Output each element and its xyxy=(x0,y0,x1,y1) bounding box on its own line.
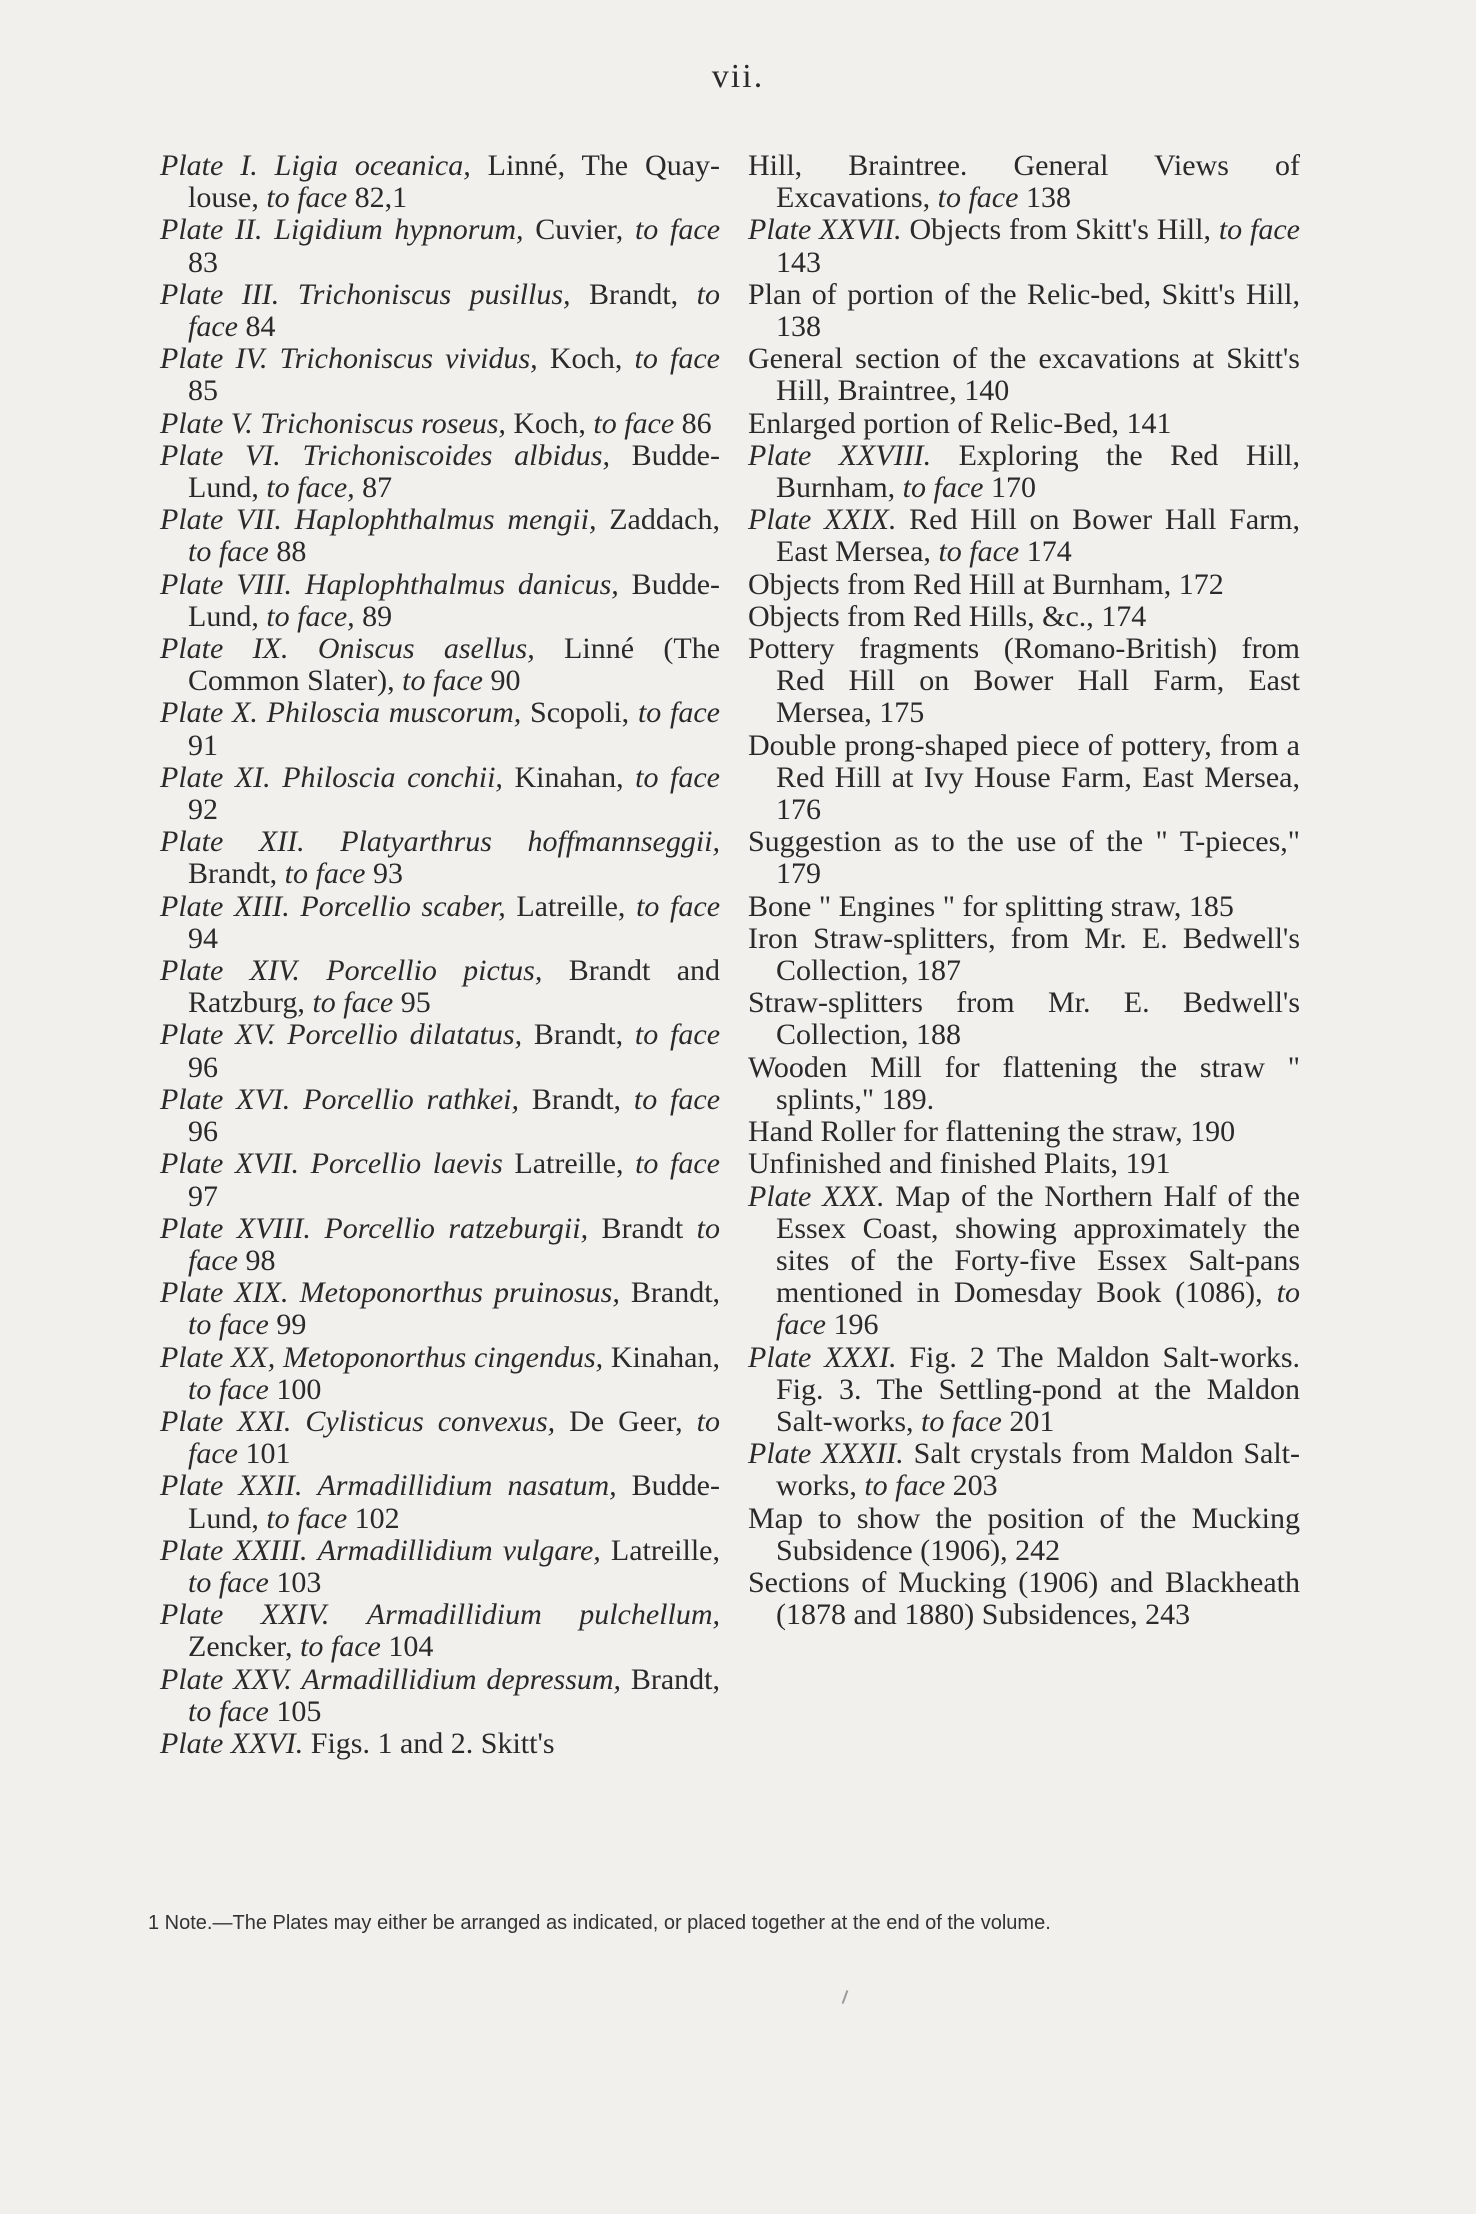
entry-text: Latreille, xyxy=(505,889,637,923)
entry-text xyxy=(329,1598,366,1631)
index-entry xyxy=(748,1116,1300,1148)
italic-text: Plate III. xyxy=(160,277,280,311)
italic-text: to face xyxy=(634,342,720,376)
entry-text: 94 xyxy=(188,921,218,955)
entry-text: General section of the excavations at Skitt's Hill, Braintree, 140 xyxy=(748,342,1300,408)
italic-text: Plate XXXI. xyxy=(748,1340,897,1374)
italic-text: Trichoniscoides albidus, xyxy=(302,438,610,472)
entry-text: Zaddach, xyxy=(596,503,720,537)
entry-text: Salt crystals from Maldon Salt-works, xyxy=(776,1437,1300,1503)
index-entry xyxy=(748,1052,1300,1116)
italic-text: to face xyxy=(284,857,366,891)
italic-text: Plate II. xyxy=(160,213,263,247)
entry-text: 103 xyxy=(268,1565,322,1599)
italic-text: Oniscus asellus, xyxy=(317,632,535,666)
italic-text: to face xyxy=(300,1630,381,1664)
italic-text: Plate XXIII. xyxy=(160,1533,308,1567)
entry-text: Linné (The Common Slater), xyxy=(188,632,721,698)
entry-text: 95 xyxy=(393,986,431,1020)
italic-text: Philoscia muscorum, xyxy=(266,696,522,730)
italic-text: to face xyxy=(402,664,483,698)
italic-text: Haplophthalmus mengii, xyxy=(294,503,597,537)
entry-text: 90 xyxy=(482,664,521,698)
italic-text: Plate XXIX. xyxy=(748,503,897,537)
italic-text: to face xyxy=(864,1469,946,1503)
entry-text: Straw-splitters from Mr. E. Bedwell's Collection, 188 xyxy=(748,986,1300,1052)
entry-text: 96 xyxy=(188,1115,218,1149)
entry-text: Brandt, xyxy=(188,857,285,891)
italic-text: Plate XXV. xyxy=(160,1662,292,1696)
italic-text: Plate I. xyxy=(160,149,258,182)
index-entry xyxy=(160,343,720,407)
italic-text: to face xyxy=(593,406,675,440)
entry-text: Brandt and Ratzburg, xyxy=(188,954,721,1020)
italic-text: Plate XVIII. xyxy=(160,1211,311,1245)
italic-text: to face xyxy=(921,1404,1002,1438)
entry-text xyxy=(299,1147,311,1180)
italic-text: Metoponorthus pruinosus, xyxy=(299,1276,620,1310)
index-entry xyxy=(160,1213,720,1277)
entry-text: 203 xyxy=(945,1469,998,1503)
entry-text: Hill, Braintree. General Views of Excavations, xyxy=(748,149,1300,215)
entry-text: 105 xyxy=(268,1694,322,1728)
italic-text: to face xyxy=(312,986,394,1020)
entry-text: 101 xyxy=(237,1437,291,1471)
italic-text: to face xyxy=(636,889,721,923)
italic-text: to face xyxy=(266,181,348,215)
index-entry xyxy=(748,1438,1300,1502)
entry-text xyxy=(267,342,279,375)
italic-text: Ligia oceanica, xyxy=(274,149,471,182)
italic-text: to face xyxy=(188,1308,269,1342)
index-entry xyxy=(748,987,1300,1051)
index-entry xyxy=(748,408,1300,440)
italic-text: Platyarthrus hoffmannseggii, xyxy=(340,825,720,859)
italic-text: to face xyxy=(266,1501,348,1535)
italic-text: Plate XXVII. xyxy=(748,213,902,247)
index-entry xyxy=(160,955,720,1019)
entry-text: Budde-Lund, xyxy=(188,567,720,633)
entry-text xyxy=(263,213,275,246)
index-entry xyxy=(160,633,720,697)
italic-text: to face xyxy=(635,760,720,794)
page-number: vii. xyxy=(711,58,765,95)
entry-text: Zencker, xyxy=(188,1630,301,1664)
italic-text: Plate VIII. xyxy=(160,567,293,601)
entry-text xyxy=(288,632,317,665)
italic-text: Plate XI. xyxy=(160,760,271,794)
entry-text: Budde-Lund, xyxy=(188,438,720,505)
italic-text: Trichoniscus pusillus, xyxy=(297,277,571,311)
scan-speck xyxy=(842,1990,849,2004)
index-entry xyxy=(160,1728,720,1760)
entry-text: 96 xyxy=(188,1050,218,1084)
entry-text: Koch, xyxy=(537,342,635,376)
italic-text: Plate IX. xyxy=(160,632,289,666)
italic-text: to face xyxy=(188,1372,269,1406)
italic-text: to face xyxy=(635,1147,720,1181)
entry-text: Budde-Lund, xyxy=(188,1469,720,1535)
index-entry xyxy=(160,440,720,504)
index-entry xyxy=(748,1148,1300,1180)
italic-text: Ligidium hypnorum, xyxy=(274,213,524,247)
entry-text: Brandt, xyxy=(519,1082,634,1116)
index-entry xyxy=(160,408,720,440)
entry-text: 91 xyxy=(188,728,218,762)
entry-text: Hand Roller for flattening the straw, 190 xyxy=(748,1115,1236,1149)
italic-text: to face xyxy=(188,1211,721,1277)
entry-text: 170 xyxy=(983,471,1036,505)
entry-text: 98 xyxy=(237,1243,276,1277)
entry-text: Bone " Engines " for splitting straw, 185 xyxy=(748,889,1234,923)
entry-text: 86 xyxy=(674,406,712,440)
italic-text: Metoponorthus cingendus, xyxy=(282,1340,604,1374)
index-entry xyxy=(748,279,1300,343)
entry-text: Wooden Mill for flattening the straw " splints," 189. xyxy=(748,1050,1300,1116)
index-entry xyxy=(160,569,720,633)
italic-text: Porcellio dilatatus, xyxy=(287,1018,523,1052)
entry-text xyxy=(302,1469,317,1502)
entry-text: 83 xyxy=(188,245,218,279)
entry-text xyxy=(291,1405,305,1438)
entry-text xyxy=(281,439,303,472)
entry-text xyxy=(258,696,267,729)
index-entry xyxy=(748,1181,1300,1342)
entry-text: Sections of Mucking (1906) and Blackheath (1878 and 1880) Subsidences, 243 xyxy=(748,1565,1300,1632)
italic-text: Plate XXIV. xyxy=(160,1598,330,1632)
italic-text: Plate XIX. xyxy=(160,1276,289,1310)
entry-text: Figs. 1 and 2. Skitt's xyxy=(303,1726,555,1760)
entry-text: Double prong-shaped piece of pottery, from a Red Hill at Ivy House Farm, East Mersea, 176 xyxy=(748,728,1300,827)
italic-text: Plate XVI. xyxy=(160,1082,291,1116)
entry-text xyxy=(279,278,298,311)
italic-text: Plate X. xyxy=(160,696,258,730)
index-entry xyxy=(160,1406,720,1470)
italic-text: Porcellio pictus, xyxy=(326,954,543,988)
italic-text: Plate XX, xyxy=(160,1340,276,1374)
italic-text: to face xyxy=(938,535,1020,569)
entry-text: 82,1 xyxy=(347,181,408,215)
index-entry xyxy=(748,150,1300,214)
entry-text: 201 xyxy=(1001,1404,1055,1438)
entry-text: Latreille, xyxy=(502,1147,636,1181)
entry-text: 104 xyxy=(380,1630,434,1664)
entry-text: Brandt, xyxy=(522,1018,635,1052)
italic-text: to face xyxy=(188,277,720,344)
index-entry xyxy=(748,343,1300,407)
italic-text: Plate XIII. xyxy=(160,889,290,923)
italic-text: Porcellio rathkei, xyxy=(303,1082,520,1116)
italic-text: to face, xyxy=(266,599,355,633)
italic-text: to face xyxy=(188,1565,269,1599)
index-entry xyxy=(160,1148,720,1212)
entry-text: 88 xyxy=(268,535,307,569)
italic-text: to face xyxy=(634,213,721,247)
index-entry xyxy=(160,1084,720,1148)
index-entry xyxy=(748,923,1300,987)
italic-text: Porcellio ratzeburgii, xyxy=(324,1211,589,1245)
entry-text: Latreille, xyxy=(600,1533,720,1567)
index-entry xyxy=(748,1503,1300,1567)
italic-text: to face, xyxy=(266,471,355,505)
entry-text xyxy=(292,1663,302,1696)
entry-text: Map of the Northern Half of the Essex Coast, showing approximately the sites of the Forty-five Essex Salt-pans mentioned in Domesday Book (1086), xyxy=(776,1179,1300,1310)
italic-text: to face xyxy=(1218,213,1300,247)
entry-text: Exploring the Red Hill, Burnham, xyxy=(776,438,1300,505)
italic-text: Porcellio scaber, xyxy=(300,889,506,923)
entry-text xyxy=(308,1534,318,1567)
index-entry xyxy=(748,214,1300,278)
entry-text xyxy=(290,1083,303,1116)
index-entry xyxy=(748,1567,1300,1631)
italic-text: Philoscia conchii, xyxy=(282,760,503,794)
italic-text: Plate XV. xyxy=(160,1018,276,1052)
entry-text xyxy=(292,568,305,601)
entry-text: 92 xyxy=(188,793,218,827)
right-column xyxy=(748,150,1300,1631)
entry-text xyxy=(275,1341,283,1374)
entry-text: Fig. 2 The Maldon Salt-works. Fig. 3. The Settling-pond at the Maldon Salt-works, xyxy=(776,1340,1300,1438)
index-entry xyxy=(160,1277,720,1341)
italic-text: Plate XII. xyxy=(160,825,305,859)
entry-text: Objects from Red Hill at Burnham, 172 xyxy=(748,567,1224,601)
italic-text: to face xyxy=(937,181,1019,215)
entry-text xyxy=(282,503,295,536)
entry-text: Linné, The Quay-louse, xyxy=(188,149,720,215)
entry-text xyxy=(311,1212,324,1245)
entry-text: 87 xyxy=(354,471,393,505)
italic-text: Trichoniscus vividus, xyxy=(279,342,538,376)
entry-text: Brandt xyxy=(588,1211,697,1245)
entry-text: Koch, xyxy=(505,406,594,440)
index-entry xyxy=(748,826,1300,890)
entry-text: 99 xyxy=(268,1308,307,1342)
italic-text: Plate XVII. xyxy=(160,1147,300,1181)
entry-text: Kinahan, xyxy=(603,1340,721,1374)
index-entry xyxy=(160,697,720,761)
entry-text: Red Hill on Bower Hall Farm, East Mersea, xyxy=(776,503,1301,569)
italic-text: to face xyxy=(188,535,269,569)
italic-text: to face xyxy=(902,471,984,505)
entry-text: 85 xyxy=(188,374,218,408)
entry-text xyxy=(258,149,275,182)
italic-text: Plate IV. xyxy=(160,342,268,376)
entry-text xyxy=(305,825,341,858)
index-entry xyxy=(748,440,1300,504)
entry-text xyxy=(300,954,326,987)
italic-text: Plate XXX. xyxy=(748,1179,885,1213)
index-entry xyxy=(748,601,1300,633)
entry-text xyxy=(289,1276,300,1309)
entry-text xyxy=(271,761,283,794)
index-entry xyxy=(748,730,1300,827)
entry-text: Brandt, xyxy=(570,277,697,311)
entry-text: Cuvier, xyxy=(523,213,635,247)
italic-text: Plate V. xyxy=(160,406,253,440)
italic-text: Trichoniscus roseus, xyxy=(260,406,506,440)
italic-text: Armadillidium pulchellum, xyxy=(366,1598,720,1632)
italic-text: Plate XXII. xyxy=(160,1469,303,1503)
entry-text: Kinahan, xyxy=(502,760,636,794)
entry-text: 143 xyxy=(776,245,821,279)
entry-text: 84 xyxy=(237,310,276,344)
index-entry xyxy=(160,1470,720,1534)
italic-text: Plate VI. xyxy=(160,438,281,472)
italic-text: Plate XXVIII. xyxy=(748,438,932,472)
entry-text: 174 xyxy=(1019,535,1072,569)
italic-text: Porcellio laevis xyxy=(310,1147,503,1181)
entry-text xyxy=(275,1018,287,1051)
entry-text xyxy=(290,890,301,923)
italic-text: Armadillidium nasatum, xyxy=(317,1469,617,1503)
index-entry xyxy=(160,214,720,278)
entry-text: Brandt, xyxy=(621,1662,721,1696)
footnote: 1 Note.—The Plates may either be arranged as indicated, or placed together at the end of the volume. xyxy=(148,1912,1051,1934)
italic-text: Armadillidium vulgare, xyxy=(317,1533,601,1567)
index-entry xyxy=(160,1599,720,1663)
index-entry xyxy=(160,1342,720,1406)
entry-text: Unfinished and finished Plaits, 191 xyxy=(748,1147,1171,1181)
index-entry xyxy=(160,826,720,890)
entry-text: Plan of portion of the Relic-bed, Skitt's Hill, 138 xyxy=(748,277,1300,344)
index-entry xyxy=(748,569,1300,601)
italic-text: to face xyxy=(776,1276,1300,1342)
italic-text: Plate XXI. xyxy=(160,1404,292,1438)
italic-text: to face xyxy=(188,1694,269,1728)
entry-text: Scopoli, xyxy=(521,696,638,730)
entry-text: 89 xyxy=(354,599,393,633)
italic-text: Plate XXVI. xyxy=(160,1726,304,1760)
index-entry xyxy=(160,1535,720,1599)
index-entry xyxy=(748,891,1300,923)
index-entry xyxy=(160,1664,720,1728)
index-entry xyxy=(160,150,720,214)
entry-text: 196 xyxy=(825,1308,879,1342)
entry-text: Iron Straw-splitters, from Mr. E. Bedwell's Collection, 187 xyxy=(748,921,1300,988)
index-entry xyxy=(748,504,1300,568)
italic-text: to face xyxy=(188,1404,721,1471)
entry-text: Suggestion as to the use of the " T-pieces," 179 xyxy=(748,825,1300,891)
italic-text: Haplophthalmus danicus, xyxy=(304,567,619,601)
entry-text: Objects from Skitt's Hill, xyxy=(901,213,1219,247)
entry-text: 93 xyxy=(365,857,403,891)
entry-text: Enlarged portion of Relic-Bed, 141 xyxy=(748,406,1172,440)
italic-text: Plate VII. xyxy=(160,503,282,537)
left-column xyxy=(160,150,720,1760)
italic-text: to face xyxy=(633,1082,721,1116)
italic-text: Plate XIV. xyxy=(160,954,300,988)
index-entry xyxy=(160,762,720,826)
entry-text: Pottery fragments (Romano-British) from Red Hill on Bower Hall Farm, East Mersea, 175 xyxy=(748,632,1300,730)
entry-text: Objects from Red Hills, &c., 174 xyxy=(748,599,1147,633)
index-entry xyxy=(160,504,720,568)
index-entry xyxy=(748,633,1300,730)
italic-text: to face xyxy=(637,696,720,730)
index-entry xyxy=(160,279,720,343)
entry-text: 138 xyxy=(1018,181,1071,215)
index-entry xyxy=(748,1342,1300,1439)
entry-text: 102 xyxy=(347,1501,400,1535)
index-entry xyxy=(160,1019,720,1083)
entry-text: 100 xyxy=(268,1372,322,1406)
italic-text: Cylisticus convexus, xyxy=(305,1404,556,1438)
index-entry xyxy=(160,891,720,955)
entry-text: 97 xyxy=(188,1179,218,1213)
italic-text: Plate XXXII. xyxy=(748,1437,904,1471)
entry-text: Brandt, xyxy=(619,1276,721,1310)
entry-text: De Geer, xyxy=(555,1404,697,1438)
italic-text: Armadillidium depressum, xyxy=(301,1662,622,1696)
entry-text: Map to show the position of the Mucking Subsidence (1906), 242 xyxy=(748,1501,1300,1567)
italic-text: to face xyxy=(634,1018,721,1052)
